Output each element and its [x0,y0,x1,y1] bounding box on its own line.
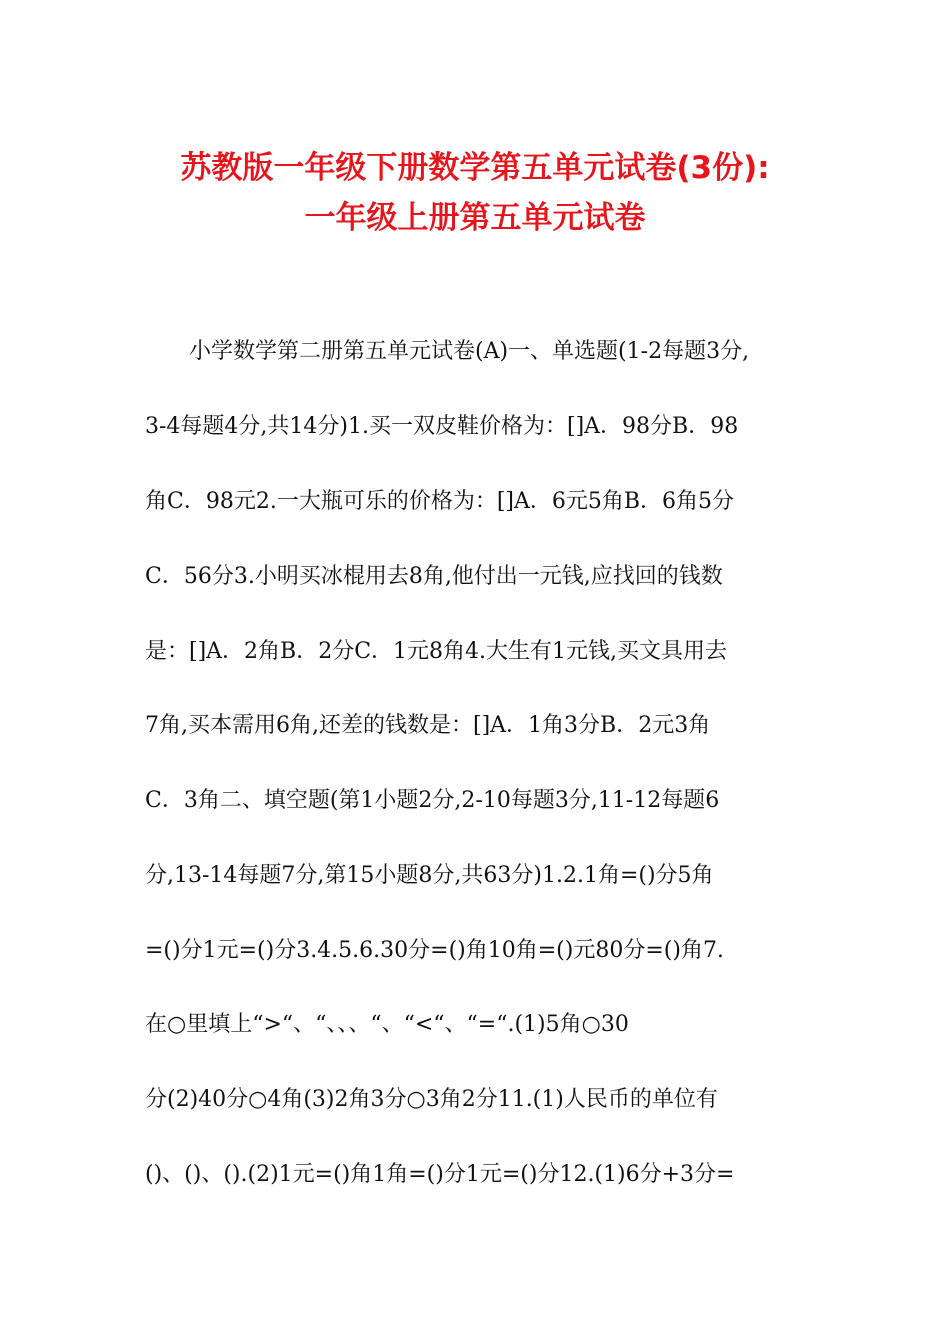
document-title [120,143,830,243]
body-line-4: C．56分3.小明买冰棍用去8角,他付出一元钱,应找回的钱数 [145,564,723,589]
body-line-9: =()分1元=()分3.4.5.6.30分=()角10角=()元80分=()角7. [145,938,724,963]
body-line-1: 小学数学第二册第五单元试卷(A)一、单选题(1-2每题3分, [189,339,750,364]
body-line-5: 是：[]A．2角B．2分C．1元8角4.大生有1元钱,买文具用去 [145,639,728,664]
title-line-2: 一年级上册第五单元试卷 [304,200,646,236]
body-line-3: 角C．98元2.一大瓶可乐的价格为：[]A．6元5角B．6角5分 [145,489,735,514]
body-line-8: 分,13-14每题7分,第15小题8分,共63分)1.2.1角=()分5角 [145,863,714,888]
body-line-2: 3-4每题4分,共14分)1.买一双皮鞋价格为：[]A．98分B．98 [145,414,739,439]
body-line-10: 在○里填上“>“、“、、、“、“<“、“=“.(1)5角○30 [145,1012,629,1037]
title-line-1: 苏教版一年级下册数学第五单元试卷(3份): [180,150,770,186]
body-line-6: 7角,买本需用6角,还差的钱数是：[]A．1角3分B．2元3角 [145,713,711,738]
body-line-11: 分(2)40分○4角(3)2角3分○3角2分11.(1)人民币的单位有 [145,1087,718,1112]
body-line-12: ()、()、().(2)1元=()角1角=()分1元=()分12.(1)6分+3分= [145,1162,735,1187]
body-line-7: C．3角二、填空题(第1小题2分,2-10每题3分,11-12每题6 [145,788,720,813]
